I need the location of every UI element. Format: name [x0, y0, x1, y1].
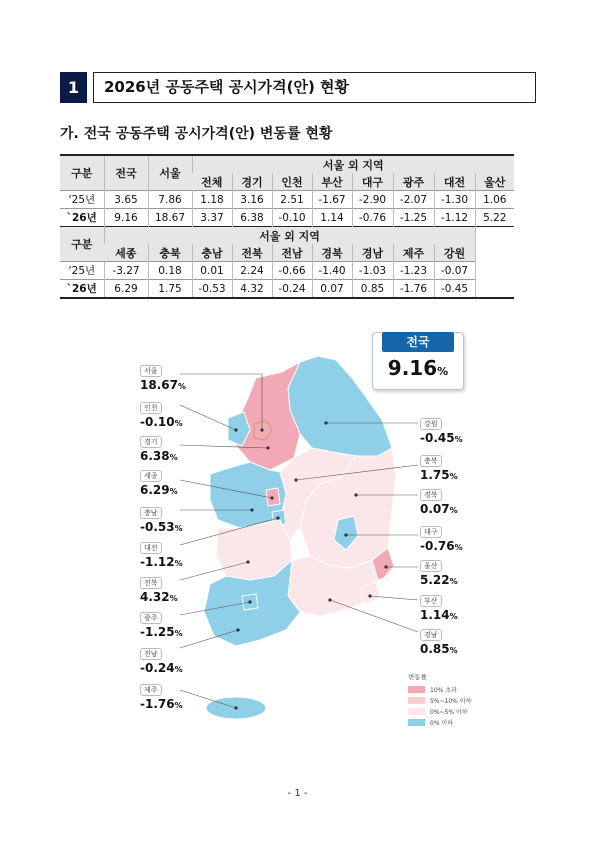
map-label-ulsan: 울산 5.22%	[420, 562, 458, 587]
table-cell: 1.14	[312, 209, 352, 227]
table-cell: -1.23	[393, 262, 434, 280]
table-cell: 1.75	[148, 280, 192, 299]
table2-region-header: 경북	[312, 244, 352, 262]
map-label-chungbuk: 충북 1.75%	[420, 457, 458, 482]
legend-item: 0%~5% 이하	[408, 706, 488, 717]
table-cell: -0.53	[192, 280, 232, 299]
row-label: `26년	[66, 212, 97, 224]
legend-item: 0% 이하	[408, 717, 488, 728]
national-value: 9.16%	[387, 356, 449, 380]
legend-item: 5%~10% 이하	[408, 695, 488, 706]
map-label-sejong: 세종 6.29%	[140, 472, 178, 497]
table1-region-header: 부산	[312, 173, 352, 191]
map-legend	[408, 672, 488, 728]
table-cell: 2.24	[232, 262, 272, 280]
legend-swatch	[408, 697, 425, 704]
table1-region-header: 경기	[232, 173, 272, 191]
table-cell: 0.01	[192, 262, 232, 280]
table2-region-header: 전남	[272, 244, 312, 262]
map-label-gyeonggi: 경기 6.38%	[140, 438, 178, 463]
table-cell: -0.10	[272, 209, 312, 227]
table2-region-header: 강원	[434, 244, 475, 262]
table-cell: 5.22	[475, 209, 514, 227]
legend-swatch	[408, 686, 425, 693]
table-cell: -1.67	[312, 191, 352, 209]
table-cell: 6.38	[232, 209, 272, 227]
legend-item: 10% 초과	[408, 684, 488, 695]
table-cell: 1.18	[192, 191, 232, 209]
table-cell: 3.65	[104, 191, 148, 209]
national-label: 전국	[382, 332, 454, 352]
table-cell: -0.66	[272, 262, 312, 280]
map-label-busan: 부산 1.14%	[420, 597, 458, 622]
table2-region-header: 제주	[393, 244, 434, 262]
table2-region-header: 경남	[352, 244, 393, 262]
table2-region-header: 충북	[148, 244, 192, 262]
map-label-daejeon: 대전 -1.12%	[140, 544, 183, 569]
page-number: - 1 -	[287, 788, 308, 799]
table2-gubun-header: 구분	[60, 227, 104, 262]
table-cell: 0.18	[148, 262, 192, 280]
table-cell: 6.29	[104, 280, 148, 299]
table-cell: 9.16	[104, 209, 148, 227]
table-cell: 3.37	[192, 209, 232, 227]
table1-national-header: 전국	[104, 155, 148, 191]
map-label-jeonbuk: 전북 4.32%	[140, 579, 178, 604]
map-label-gyeongbuk: 경북 0.07%	[420, 491, 458, 516]
table1-region-header: 대전	[434, 173, 475, 191]
table-cell: -1.03	[352, 262, 393, 280]
table-cell: -0.07	[434, 262, 475, 280]
table1-region-header: 인천	[272, 173, 312, 191]
table1-group-header: 서울 외 지역	[192, 155, 514, 173]
section-number: 1	[60, 72, 87, 103]
table-cell: -0.24	[272, 280, 312, 299]
legend-swatch	[408, 719, 425, 726]
map-label-jeju: 제주 -1.76%	[140, 686, 183, 711]
table-cell: -2.90	[352, 191, 393, 209]
table-cell: 18.67	[148, 209, 192, 227]
map-label-gwangju: 광주 -1.25%	[140, 614, 183, 639]
table-cell: -1.12	[434, 209, 475, 227]
table-cell: 0.85	[352, 280, 393, 299]
section-title: 2026년 공동주택 공시가격(안) 현황	[93, 72, 536, 103]
map-label-seoul: 서울 18.67%	[140, 367, 186, 392]
map-label-daegu: 대구 -0.76%	[420, 528, 463, 553]
legend-title: 변동률	[408, 673, 427, 681]
table-cell: 7.86	[148, 191, 192, 209]
table2-region-header: 세종	[104, 244, 148, 262]
table-cell: -1.76	[393, 280, 434, 299]
region-gangwon	[288, 356, 392, 456]
table-cell: 1.06	[475, 191, 514, 209]
table-cell: 3.16	[232, 191, 272, 209]
table2-group-header: 서울 외 지역	[104, 227, 475, 245]
table2-region-header: 전북	[232, 244, 272, 262]
table1-region-header: 전체	[192, 173, 232, 191]
table-cell: -0.45	[434, 280, 475, 299]
table-cell: -1.25	[393, 209, 434, 227]
table2-region-header: 충남	[192, 244, 232, 262]
row-label: `26년	[66, 283, 97, 295]
map-label-gangwon: 강원 -0.45%	[420, 420, 463, 445]
map-label-chungnam: 충남 -0.53%	[140, 509, 183, 534]
map-label-gyeongnam: 경남 0.85%	[420, 631, 458, 656]
table-cell: 2.51	[272, 191, 312, 209]
table1-region-header: 울산	[475, 173, 514, 191]
table-cell: -1.40	[312, 262, 352, 280]
table1-seoul-header: 서울	[148, 155, 192, 191]
map-label-incheon: 인천 -0.10%	[140, 404, 183, 429]
table-cell: -1.30	[434, 191, 475, 209]
map-label-jeonnam: 전남 -0.24%	[140, 650, 183, 675]
row-label: ‘25년	[68, 265, 96, 277]
table-cell: 0.07	[312, 280, 352, 299]
table-cell: 4.32	[232, 280, 272, 299]
table-cell: -0.76	[352, 209, 393, 227]
row-label: ‘25년	[68, 194, 96, 206]
table-cell: -3.27	[104, 262, 148, 280]
table1-gubun-header: 구분	[60, 155, 104, 191]
subsection-title: 가. 전국 공동주택 공시가격(안) 변동률 현황	[60, 126, 333, 142]
table1-region-header: 대구	[352, 173, 393, 191]
table-cell: -2.07	[393, 191, 434, 209]
legend-swatch	[408, 708, 425, 715]
table1-region-header: 광주	[393, 173, 434, 191]
